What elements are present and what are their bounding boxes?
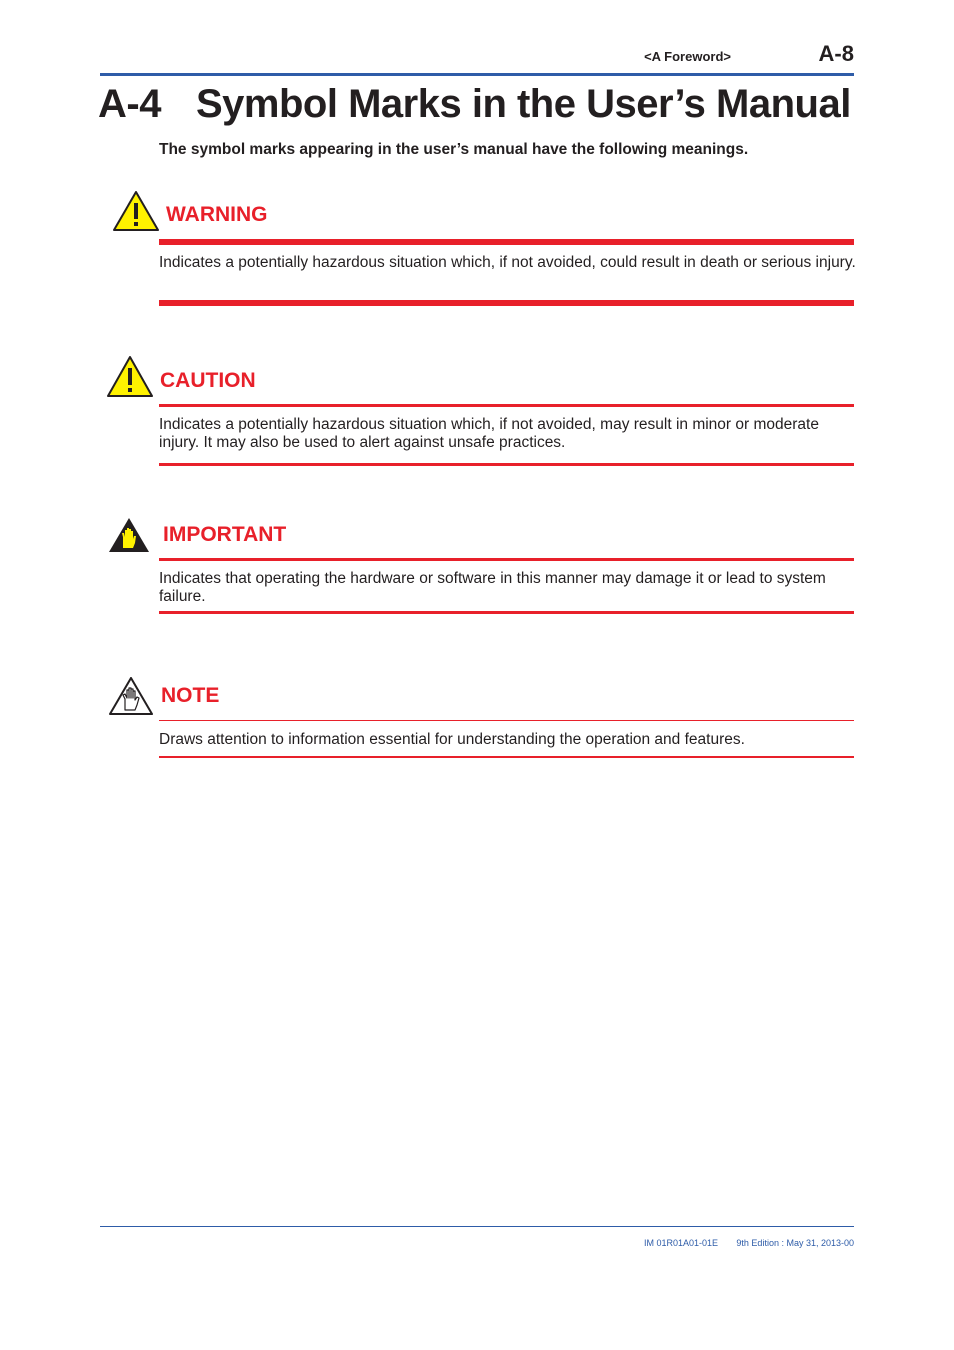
intro-text: The symbol marks appearing in the user’s manual have the following meanings. — [159, 141, 749, 158]
warning-bottom-rule — [159, 300, 854, 306]
important-bottom-rule — [159, 611, 854, 614]
caution-top-rule — [159, 404, 854, 407]
page-title: Symbol Marks in the User’s Manual — [196, 82, 851, 126]
important-heading: IMPORTANT — [163, 523, 287, 546]
caution-heading: CAUTION — [160, 369, 256, 392]
warning-top-rule — [159, 239, 854, 245]
note-text: Draws attention to information essential for understanding the operation and features. — [159, 731, 745, 748]
warning-text: Indicates a potentially hazardous situation which, if not avoided, could result in death or serious injury. — [159, 254, 856, 271]
caution-bottom-rule — [159, 463, 854, 466]
section-label: <A Foreword> — [644, 49, 731, 64]
edition-info: 9th Edition : May 31, 2013-00 — [736, 1238, 854, 1248]
footer-rule — [100, 1226, 854, 1227]
stop-hand-icon — [108, 517, 150, 553]
caution-text: Indicates a potentially hazardous situation which, if not avoided, may result in minor or moderate injury. It may also be used to alert against unsafe practices. — [159, 416, 819, 451]
section-number: A-4 — [98, 82, 161, 126]
note-heading: NOTE — [161, 684, 220, 707]
raised-hand-icon — [109, 677, 153, 715]
warning-triangle-icon — [112, 190, 160, 232]
important-text: Indicates that operating the hardware or software in this manner may damage it or lead to system failure. — [159, 570, 826, 605]
document-number: IM 01R01A01-01E — [643, 1238, 718, 1248]
note-bottom-rule — [159, 756, 854, 758]
caution-triangle-icon — [106, 355, 154, 398]
warning-heading: WARNING — [166, 203, 268, 226]
page-number: A-8 — [818, 41, 854, 66]
note-top-rule — [159, 720, 854, 721]
header-rule — [100, 73, 854, 76]
important-top-rule — [159, 558, 854, 561]
